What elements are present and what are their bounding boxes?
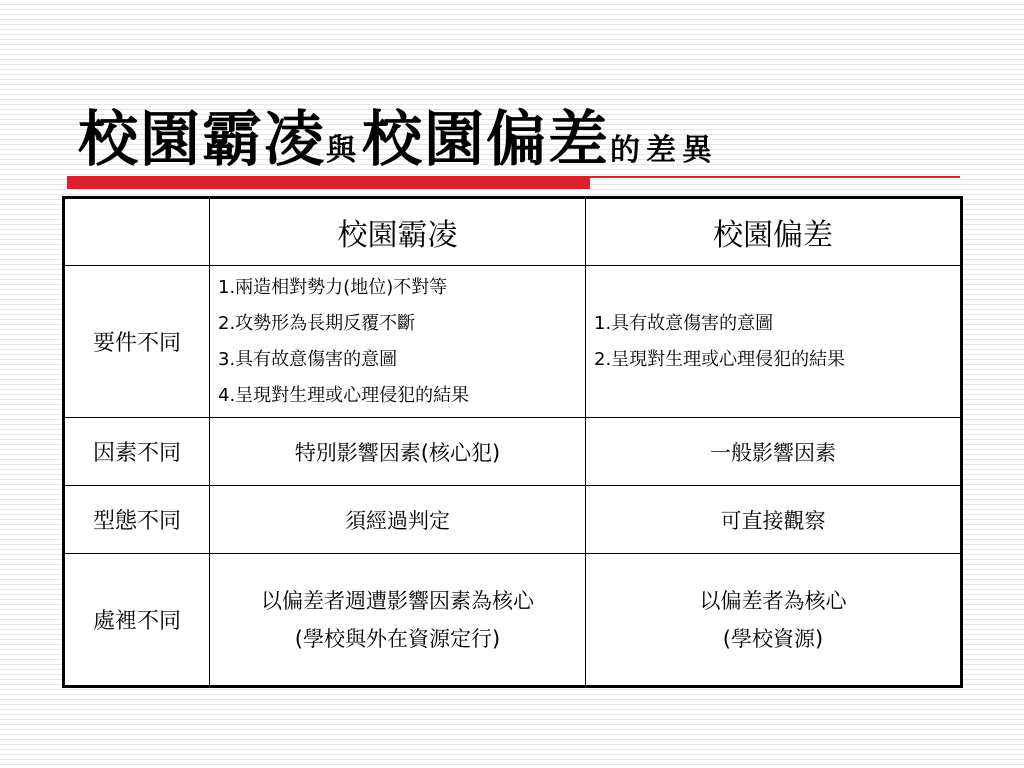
title-part-deviance: 校園偏差 xyxy=(362,105,610,175)
cell-line: (學校與外在資源定行) xyxy=(294,626,501,651)
row-label: 要件不同 xyxy=(64,266,210,418)
row-label: 因素不同 xyxy=(64,418,210,486)
comparison-table xyxy=(62,196,963,688)
list-item: 2.攻勢形為長期反覆不斷 xyxy=(218,312,416,334)
row-label: 處裡不同 xyxy=(64,554,210,687)
title-part-bullying: 校園霸凌 xyxy=(78,105,326,175)
list-item: 1.具有故意傷害的意圖 xyxy=(594,312,774,334)
table-row xyxy=(64,418,962,486)
title-divider-line xyxy=(590,176,960,178)
title-connector: 與 xyxy=(326,133,362,168)
list-item: 4.呈現對生理或心理侵犯的結果 xyxy=(218,384,470,406)
cell-deviance-requirements xyxy=(586,266,962,418)
table-row xyxy=(64,554,962,687)
table-row xyxy=(64,486,962,554)
list-item: 2.呈現對生理或心理侵犯的結果 xyxy=(594,348,846,370)
list-item: 3.具有故意傷害的意圖 xyxy=(218,348,398,370)
cell-line: 以偏差者週遭影響因素為核心 xyxy=(261,588,534,613)
comparison-table-container xyxy=(62,196,960,688)
list-item: 1.兩造相對勢力(地位)不對等 xyxy=(218,276,448,298)
title-accent-bar xyxy=(67,176,590,189)
cell-bullying-handling xyxy=(210,554,586,687)
slide-title xyxy=(78,92,718,175)
cell-bullying-requirements xyxy=(210,266,586,418)
cell-line: 以偏差者為核心 xyxy=(699,588,847,613)
header-bullying: 校園霸凌 xyxy=(210,198,586,266)
cell-deviance-type: 可直接觀察 xyxy=(586,486,962,554)
cell-bullying-factors: 特別影響因素(核心犯) xyxy=(210,418,586,486)
table-header-row xyxy=(64,198,962,266)
cell-bullying-type: 須經過判定 xyxy=(210,486,586,554)
header-deviance: 校園偏差 xyxy=(586,198,962,266)
cell-line: (學校資源) xyxy=(722,626,824,651)
row-label: 型態不同 xyxy=(64,486,210,554)
cell-deviance-factors: 一般影響因素 xyxy=(586,418,962,486)
title-suffix: 的差異 xyxy=(610,133,718,168)
header-empty-cell xyxy=(64,198,210,266)
table-row xyxy=(64,266,962,418)
cell-deviance-handling xyxy=(586,554,962,687)
